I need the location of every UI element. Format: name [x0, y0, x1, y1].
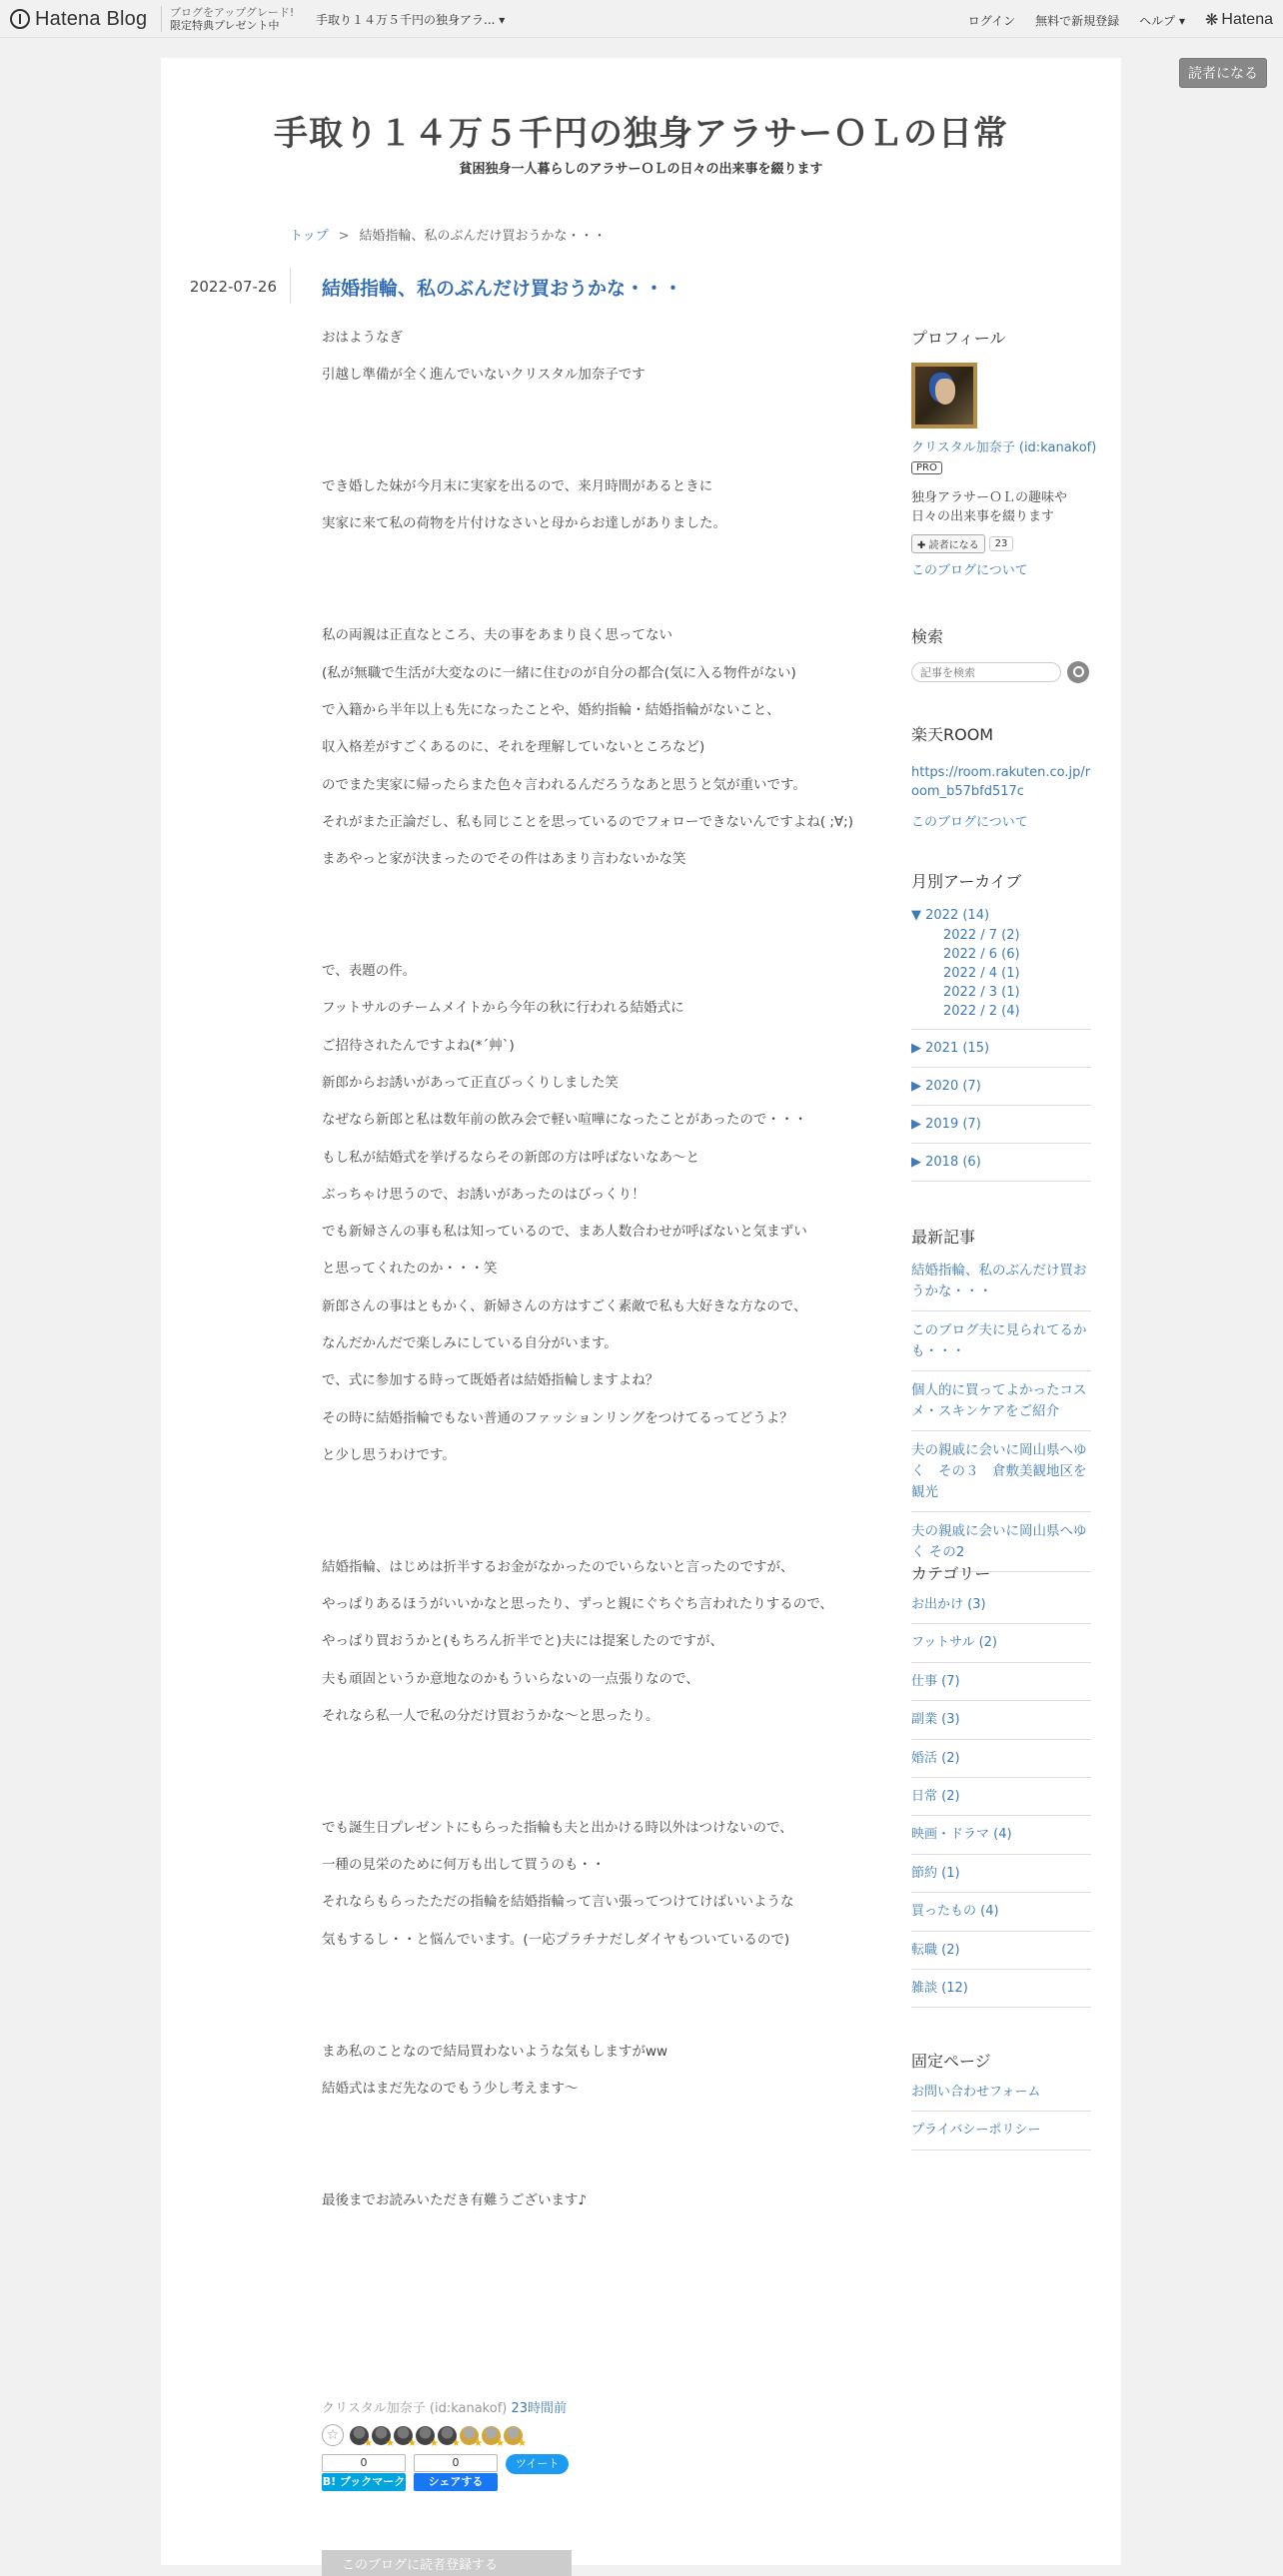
archive-heading: 月別アーカイブ [911, 872, 1022, 891]
hatena-link[interactable] [1205, 10, 1273, 30]
entry-paragraph [322, 2108, 881, 2145]
entry-paragraph: 結婚式はまだ先なのでもう少し考えます～ [322, 2080, 579, 2097]
category-link[interactable]: お出かけ (3) [911, 1586, 1091, 1624]
subscribe-button-top[interactable]: 読者になる [1179, 58, 1267, 88]
entry-paragraph: でき婚した妹が今月末に実家を出るので、来月時間があるときに [322, 478, 713, 495]
breadcrumb [290, 225, 607, 244]
entry-body [322, 320, 881, 2219]
archive-months [911, 926, 1091, 1030]
entry-paragraph [322, 2146, 881, 2182]
category-link[interactable]: 仕事 (7) [911, 1663, 1091, 1701]
star-user-avatar[interactable] [460, 2426, 479, 2445]
entry-paragraph [322, 395, 881, 431]
archive-month-link[interactable]: 2022 / 3 (1) [943, 985, 1020, 1000]
entry-paragraph: やっぱりあるほうがいいかなと思ったり、ずっと親にぐちぐち言われたりするので、 [322, 1596, 833, 1613]
archive-year-link[interactable]: ▶ 2019 (7) [911, 1106, 1091, 1144]
profile-subscribe-button[interactable] [911, 534, 985, 553]
promo-line-2: 限定特典プレゼント中 [170, 19, 280, 32]
upgrade-promo-link[interactable] [170, 6, 294, 32]
profile-name-link[interactable]: クリスタル加奈子 (id:kanakof) [911, 440, 1097, 455]
entry-paragraph [322, 916, 881, 953]
header-divider [161, 6, 162, 32]
add-star-icon[interactable]: ☆ [322, 2424, 344, 2446]
category-link[interactable]: 日常 (2) [911, 1778, 1091, 1816]
entry-date[interactable]: 2022-07-26 [189, 278, 277, 296]
star-user-avatar[interactable] [350, 2426, 369, 2445]
entry-paragraph [322, 580, 881, 617]
entry-paragraph [322, 1959, 881, 1996]
profile-module [911, 326, 1097, 578]
recent-entry-link[interactable]: このブログ夫に見られてるかも・・・ [911, 1311, 1091, 1371]
breadcrumb-current: 結婚指輪、私のぶんだけ買おうかな・・・ [359, 229, 607, 244]
tweet-button[interactable]: ツイート [506, 2454, 569, 2474]
entry-paragraph: でも新婦さんの事も私は知っているので、まあ人数合わせが呼ばないと気まずい [322, 1224, 807, 1241]
category-link[interactable]: 副業 (3) [911, 1701, 1091, 1739]
plus-icon: ✚ [917, 540, 926, 551]
entry-paragraph: ご招待されたんですよね(*´艸`) [322, 1037, 515, 1054]
archive-month-link[interactable]: 2022 / 4 (1) [943, 966, 1020, 981]
entry-paragraph [322, 1735, 881, 1772]
archive-year-link[interactable]: ▶ 2021 (15) [911, 1030, 1091, 1068]
entry-paragraph: 気もするし・・と悩んでいます。(一応プラチナだしダイヤもついているので) [322, 1931, 790, 1948]
category-link[interactable]: フットサル (2) [911, 1624, 1091, 1662]
privacy-policy-link[interactable]: プライバシーポリシー [911, 2112, 1091, 2149]
entry-paragraph: で、式に参加する時って既婚者は結婚指輪しますよね？ [322, 1372, 659, 1389]
hatena-icon: ❋ [1205, 12, 1219, 29]
entry-paragraph: まあやっと家が決まったのでその件はあまり言わないかな笑 [322, 851, 686, 868]
recent-entry-link[interactable]: 夫の親戚に会いに岡山県へゆく その2 [911, 1512, 1091, 1572]
entry-paragraph: フットサルのチームメイトから今年の秋に行われる結婚式に [322, 1000, 684, 1017]
facebook-share-button[interactable]: シェアする [414, 2473, 498, 2491]
recent-entry-link[interactable]: 結婚指輪、私のぶんだけ買おうかな・・・ [911, 1252, 1091, 1311]
entry-paragraph: おはようなぎ [322, 330, 403, 346]
entry-title[interactable]: 結婚指輪、私のぶんだけ買おうかな・・・ [322, 278, 683, 300]
profile-heading: プロフィール [911, 329, 1006, 348]
posted-time-link[interactable]: 23時間前 [511, 2401, 568, 2416]
entry-paragraph: もし私が結婚式を挙げるならその新郎の方は呼ばないなあ～と [322, 1149, 699, 1166]
recent-entry-link[interactable]: 夫の親戚に会いに岡山県へゆく その３ 倉敷美観地区を観光 [911, 1431, 1091, 1512]
archive-year-link[interactable]: ▶ 2018 (6) [911, 1144, 1091, 1182]
author-name[interactable]: クリスタル加奈子 [322, 2401, 426, 2416]
rakuten-about-link[interactable]: このブログについて [911, 815, 1028, 830]
category-link[interactable]: 転職 (2) [911, 1932, 1091, 1970]
login-link[interactable]: ログイン [967, 13, 1016, 28]
archive-year-link[interactable]: ▶ 2020 (7) [911, 1068, 1091, 1106]
archive-month-link[interactable]: 2022 / 6 (6) [943, 947, 1020, 962]
entry-paragraph: で入籍から半年以上も先になったことや、婚約指輪・結婚指輪がないこと、 [322, 701, 780, 718]
entry-paragraph: 新郎からお誘いがあって正直びっくりしました笑 [322, 1074, 619, 1091]
blog-title[interactable]: 手取り１４万５千円の独身アラサーＯＬの日常 [274, 114, 1008, 154]
archive-month-link[interactable]: 2022 / 2 (4) [943, 1004, 1020, 1019]
entry-paragraph: (私が無職で生活が大変なのに一緒に住むのが自分の都合(気に入る物件がない) [322, 664, 796, 681]
facebook-count[interactable]: 0 [414, 2454, 498, 2472]
breadcrumb-separator: > [338, 229, 350, 244]
blog-description: 貧困独身一人暮らしのアラサーＯＬの日々の出来事を綴ります [459, 162, 823, 177]
entry-paragraph: なぜなら新郎と私は数年前の飲み会で軽い喧嘩になったことがあったので・・・ [322, 1112, 807, 1129]
breadcrumb-top-link[interactable]: トップ [290, 229, 329, 244]
entry-paragraph: それならもらったただの指輪を結婚指輪って言い張ってつけてけばいいような [322, 1894, 794, 1911]
category-link[interactable]: 雑談 (12) [911, 1970, 1091, 2008]
profile-avatar[interactable] [911, 363, 977, 429]
search-heading: 検索 [911, 627, 944, 646]
hatena-blog-logo-text: Hatena Blog [35, 7, 148, 30]
star-user-avatar[interactable] [416, 2426, 435, 2445]
recent-entry-link[interactable]: 個人的に買ってよかったコスメ・スキンケアをご紹介 [911, 1371, 1091, 1431]
recent-heading: 最新記事 [911, 1228, 976, 1247]
star-row [322, 2424, 569, 2446]
hatena-label: Hatena [1221, 11, 1273, 28]
subscribe-button-bottom[interactable]: このブログに読者登録する [322, 2550, 572, 2576]
blog-name-dropdown[interactable]: 手取り１４万５千円の独身アラ... ▾ [316, 13, 506, 27]
entry-paragraph: それがまた正論だし、私も同じことを思っているのでフォローできないんですよね( ;∀;) [322, 813, 853, 830]
entry-paragraph [322, 431, 881, 468]
entry-paragraph: 最後までお読みいただき有難うございます♪ [322, 2191, 588, 2208]
search-box [911, 661, 1091, 683]
recent-entries-module [911, 1225, 1091, 1572]
star-user-avatar[interactable] [394, 2426, 413, 2445]
entry-paragraph: それなら私一人で私の分だけ買おうかな～と思ったり。 [322, 1707, 659, 1724]
hatena-blog-logo-icon [10, 9, 30, 29]
entry-paragraph: で、表題の件。 [322, 963, 417, 980]
signup-link[interactable]: 無料で新規登録 [1035, 13, 1120, 28]
category-module [911, 1561, 1091, 2008]
category-link[interactable]: 節約 (1) [911, 1855, 1091, 1893]
category-heading: カテゴリー [911, 1564, 991, 1583]
entry-paragraph [322, 1773, 881, 1810]
entry-paragraph: 私の両親は正直なところ、夫の事をあまり良く思ってない [322, 627, 672, 644]
hatena-bookmark-share [322, 2454, 406, 2491]
search-input[interactable] [911, 662, 1061, 682]
hatena-blog-logo[interactable] [10, 7, 147, 31]
date-divider [290, 268, 291, 304]
about-blog-link[interactable]: このブログについて [911, 563, 1028, 578]
main-container [161, 58, 1121, 2573]
profile-subscribe-row [911, 534, 1091, 553]
help-menu[interactable]: ヘルプ ▾ [1139, 13, 1185, 28]
category-link[interactable]: 買ったもの (4) [911, 1893, 1091, 1931]
author-id[interactable]: (id:kanakof) [429, 2401, 508, 2416]
contact-form-link[interactable]: お問い合わせフォーム [911, 2074, 1091, 2112]
rakuten-heading: 楽天ROOM [911, 725, 994, 744]
entry-paragraph: その時に結婚指輪でもない普通のファッションリングをつけてるってどうよ？ [322, 1409, 793, 1426]
entry-paragraph: 新郎さんの事はともかく、新婦さんの方はすごく素敵で私も大好きな方なので、 [322, 1297, 807, 1314]
profile-subscribe-label: 読者になる [928, 540, 979, 551]
facebook-share [414, 2454, 498, 2491]
entry-paragraph [322, 1996, 881, 2033]
entry-paragraph: のでまた実家に帰ったらまた色々言われるんだろうなあと思うと気が重いです。 [322, 776, 806, 793]
pro-badge[interactable]: PRO [911, 461, 942, 474]
header-right-nav [948, 10, 1273, 30]
search-icon[interactable] [1067, 661, 1089, 683]
entry-paragraph [322, 543, 881, 580]
entry-paragraph: と思ってくれたのか・・・笑 [322, 1261, 498, 1278]
star-user-avatar[interactable] [438, 2426, 457, 2445]
author-line [322, 2397, 569, 2416]
archive-year-2022[interactable]: ▼ 2022 (14) [911, 908, 990, 923]
entry-paragraph: まあ私のことなので結局買わないような気もしますがww [322, 2043, 668, 2060]
category-link[interactable]: 婚活 (2) [911, 1740, 1091, 1778]
entry-paragraph: でも誕生日プレゼントにもらった指輪も夫と出かける時以外はつけないので、 [322, 1819, 793, 1836]
entry-paragraph: ぶっちゃけ思うので、お誘いがあったのはびっくり！ [322, 1186, 645, 1203]
entry-paragraph: 収入格差がすごくあるのに、それを理解していないところなど) [322, 739, 705, 756]
subscriber-count[interactable]: 23 [989, 536, 1014, 551]
entry-paragraph [322, 878, 881, 915]
fixed-pages-module [911, 2049, 1091, 2150]
entry-paragraph [322, 1474, 881, 1511]
star-user-avatar[interactable] [372, 2426, 391, 2445]
global-header [0, 0, 1283, 38]
entry-paragraph [322, 1512, 881, 1549]
entry-paragraph: やっぱり買おうかと(もちろん折半でと)夫には提案したのですが、 [322, 1633, 724, 1650]
promo-line-1: ブログをアップグレード! [170, 6, 295, 19]
entry-paragraph: と少し思うわけです。 [322, 1446, 456, 1463]
entry-paragraph: 一種の見栄のために何万も出して買うのも・・ [322, 1857, 606, 1874]
fixed-pages-heading: 固定ページ [911, 2052, 991, 2071]
search-module [911, 624, 1091, 683]
entry-paragraph: 引越し準備が全く進んでいないクリスタル加奈子です [322, 367, 645, 384]
entry-paragraph: なんだかんだで楽しみにしている自分がいます。 [322, 1335, 618, 1352]
bookmark-count[interactable]: 0 [322, 2454, 406, 2472]
rakuten-room-link[interactable]: https://room.rakuten.co.jp/room_b57bfd517c [911, 765, 1091, 799]
share-row [322, 2454, 569, 2491]
star-user-avatar[interactable] [482, 2426, 501, 2445]
category-link[interactable]: 映画・ドラマ (4) [911, 1816, 1091, 1854]
entry-paragraph: 実家に来て私の荷物を片付けなさいと母からお達しがありました。 [322, 515, 726, 532]
entry-paragraph: 夫も頑固というか意地なのかもういらないの一点張りなので、 [322, 1670, 699, 1687]
star-user-avatar[interactable] [504, 2426, 523, 2445]
archive-module [911, 869, 1091, 1182]
archive-month-link[interactable]: 2022 / 7 (2) [943, 928, 1020, 943]
profile-description: 独身アラサーＯＬの趣味や日々の出来事を綴ります [911, 490, 1068, 524]
entry-paragraph: 結婚指輪、はじめは折半するお金がなかったのでいらないと言ったのですが、 [322, 1558, 794, 1575]
entry-footer [322, 2397, 569, 2491]
rakuten-room-module [911, 722, 1091, 830]
bookmark-button[interactable]: B! ブックマーク [322, 2473, 406, 2491]
